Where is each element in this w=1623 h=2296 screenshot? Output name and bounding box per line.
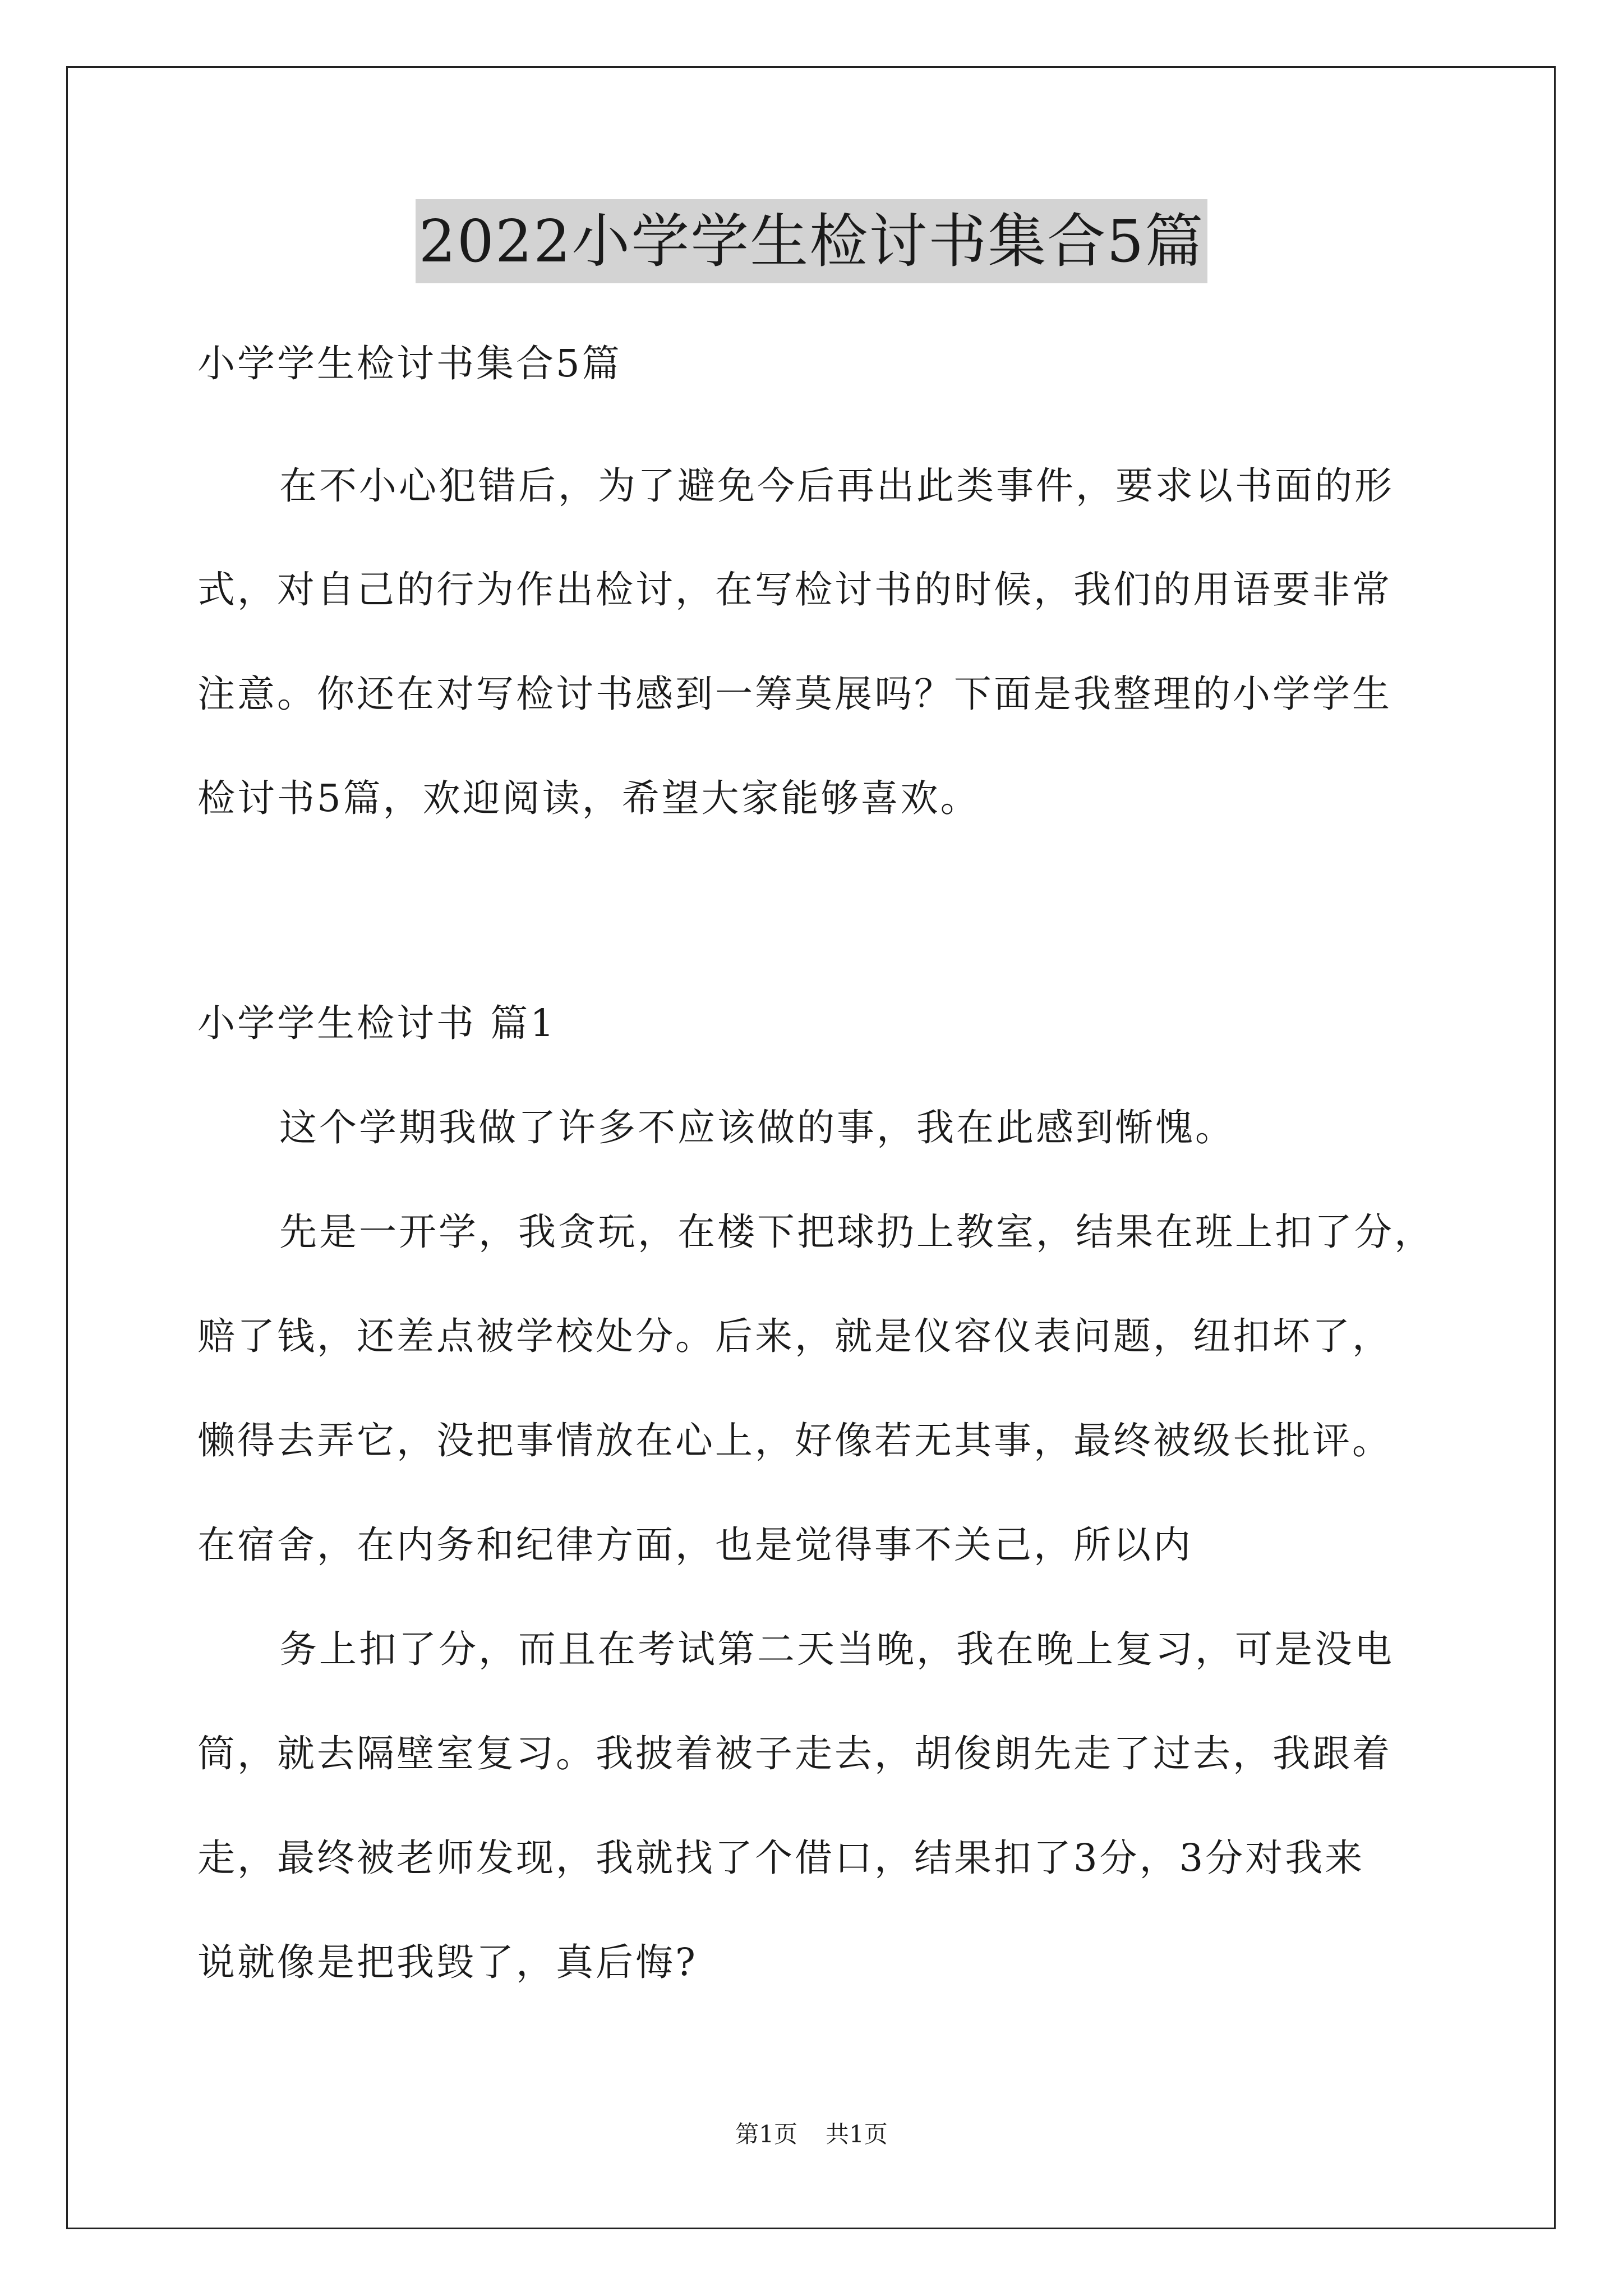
- paragraph-line: 式，对自己的行为作出检讨，在写检讨书的时候，我们的用语要非常: [197, 568, 1392, 611]
- paragraph-line: 筒，就去隔壁室复习。我披着被子走去，胡俊朗先走了过去，我跟着: [197, 1732, 1392, 1775]
- paragraph-line: 在不小心犯错后，为了避免今后再出此类事件，要求以书面的形: [279, 464, 1394, 508]
- paragraph-line: 赔了钱，还差点被学校处分。后来，就是仪容仪表问题，纽扣坏了，: [197, 1314, 1392, 1358]
- paragraph-line: 检讨书5篇，欢迎阅读，希望大家能够喜欢。: [197, 776, 980, 820]
- page-number: 第1页: [735, 2120, 797, 2148]
- paragraph-line: 说就像是把我毁了，真后悔?: [197, 1940, 698, 1984]
- document-title: 2022小学学生检讨书集合5篇: [416, 199, 1208, 283]
- paragraph-line: 先是一开学，我贪玩，在楼下把球扔上教室，结果在班上扣了分，: [279, 1210, 1434, 1254]
- paragraph-line: 走，最终被老师发现，我就找了个借口，结果扣了3分，3分对我来: [197, 1836, 1365, 1880]
- page-footer: [0, 2118, 1623, 2151]
- paragraph-line: 务上扣了分，而且在考试第二天当晚，我在晚上复习，可是没电: [279, 1627, 1394, 1671]
- subtitle-line: 小学学生检讨书集合5篇: [197, 342, 622, 385]
- paragraph-line: 懒得去弄它，没把事情放在心上，好像若无其事，最终被级长批评。: [197, 1419, 1392, 1462]
- section-heading: 小学学生检讨书 篇1: [197, 1001, 556, 1045]
- title-container: [0, 199, 1623, 283]
- page-total: 共1页: [826, 2120, 888, 2148]
- paragraph-line: 注意。你还在对写检讨书感到一筹莫展吗？下面是我整理的小学学生: [197, 672, 1392, 716]
- paragraph-line: 在宿舍，在内务和纪律方面，也是觉得事不关己，所以内: [197, 1523, 1193, 1567]
- paragraph-line: 这个学期我做了许多不应该做的事，我在此感到惭愧。: [279, 1106, 1235, 1149]
